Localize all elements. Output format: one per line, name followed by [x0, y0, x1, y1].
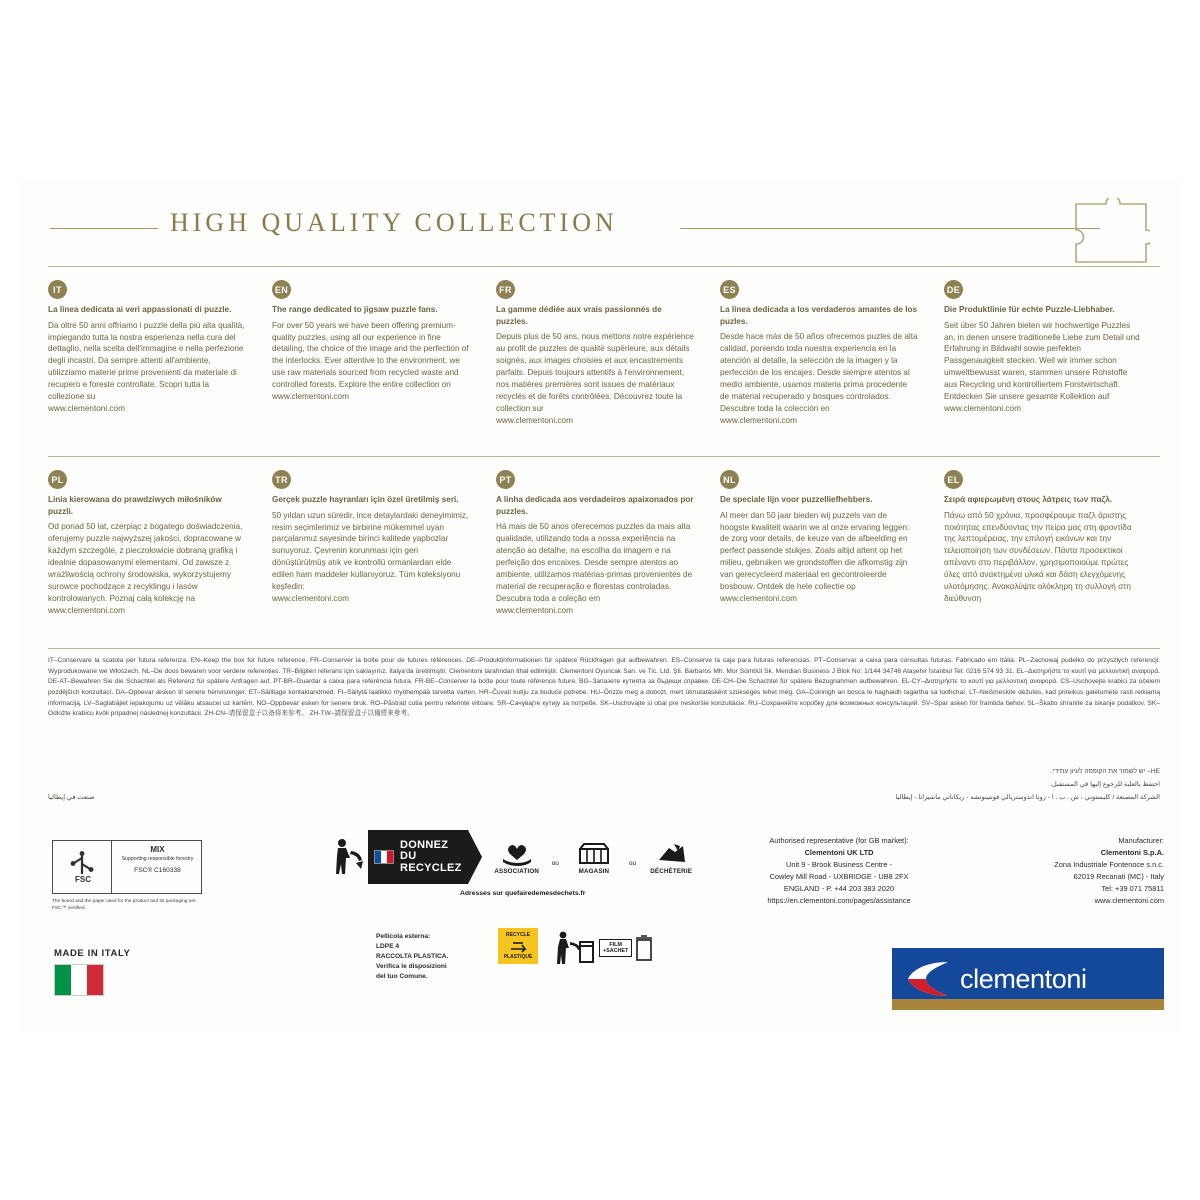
triman-bar [328, 830, 693, 884]
fsc-tree-icon [65, 850, 99, 884]
triman-person-icon [328, 830, 368, 884]
row-divider [48, 456, 1160, 457]
language-headline: La linea dedicata ai veri appassionati di puzzle. [48, 305, 232, 314]
triman-option-label: ASSOCIATION [494, 867, 540, 875]
film-sachet-group [552, 928, 653, 968]
recycle-badge-label-top: RECYCLE [506, 932, 530, 938]
film-label-line-2: +SACHET [603, 948, 629, 954]
language-block-en [272, 280, 470, 403]
film-sachet-label [599, 939, 632, 958]
trash-bin-icon [635, 934, 653, 962]
language-block-nl [720, 470, 918, 605]
auth-line-5: ENGLAND - P. +44 203 383 2020 [783, 883, 895, 893]
fsc-sub-label: Supporting responsible forestry [121, 856, 194, 862]
store-icon [563, 840, 625, 866]
triman-recycling-block [328, 830, 693, 897]
language-headline: La linea dedicada a los verdaderos amantes de los puzles. [720, 305, 918, 326]
manufacturer-line-3: Zona Industriale Fontenoce s.n.c. [1054, 859, 1164, 869]
language-badge: PL [48, 470, 67, 489]
language-block-es [720, 280, 918, 426]
fineprint-rtl-line-ar-1: احتفظ بالعلبة للرجوع إليها في المستقبل. [1050, 781, 1160, 789]
language-link[interactable]: www.clementoni.com [496, 415, 573, 425]
language-link[interactable]: www.clementoni.com [496, 605, 573, 615]
language-link[interactable]: www.clementoni.com [272, 391, 349, 401]
film-note-line-3: RACCOLTA PLASTICA. [376, 952, 449, 960]
header-rule-right [680, 228, 1100, 229]
fsc-mix-label: MIX [150, 845, 165, 854]
row-divider [48, 266, 1160, 267]
triman-title-panel [368, 830, 468, 884]
language-body: Od ponad 50 lat, czerpiąc z bogatego doświadczenia, oferujemy puzzle najwyższej jakości, dopracowane w każdym szczególe, z pieczołowicie dobraną grafiką i idealnie dopasowanymi elementami. Od zawsze z wrażliwością ochrony środowiska, wykorzystujemy surowce pochodzące z recyklingu i lasów kontrolowanych. Poznaj całą kolekcję na [48, 522, 243, 603]
authorised-representative [710, 835, 968, 907]
film-note-line-2: LDPE 4 [376, 942, 400, 950]
language-block-tr [272, 470, 470, 605]
manufacturer-company: Clementoni S.p.A. [1100, 847, 1164, 857]
language-headline: The range dedicated to jigsaw puzzle fans. [272, 305, 438, 314]
packaging-film-note [376, 932, 496, 981]
page-title: HIGH QUALITY COLLECTION [170, 208, 618, 237]
triman-arrow [468, 830, 482, 884]
triman-title-line-1: DONNEZ [400, 838, 449, 851]
italian-flag-icon [54, 964, 104, 996]
fineprint-multilingual: IT–Conservare la scatola per futura referenza. EN–Keep the box for future reference. FR–Conserver la boîte pour de futures références. DE–Produktinformationen für spätere Rückfragen gut aufbewahren. ES–Conserve la caja para futuras referencias. PT–Conservar a caixa para consultas futuras. Fabricado em Itália. PL–Zachowaj pudełko do przyszłych referencji. Wyprodukowane we Włoszech. NL–De doos bewaren voor verdere referenties. TR–Bilgileri referans için saklayınız. İtalya'da üretilmiştir. Clementoni tarafından ithal edilmiştir. Clementoni Oyuncak San. ve Tic. Ltd. Şti. Barbaros Mh. Mor Sümbül Sk. Meridian Business J Blok No: 1/144 34746 Ataşehir İstanbul Tel: 0216 574 93 31. EL–Διατηρήστε το κουτί για μελλοντική αναφορά. DE-AT–Bewahren Sie die Schachtel als Referenz für spätere Anfragen auf. PT-BR–Guardar a caixa para referência futura. FR-BE–Conserver la boîte pour toute référence future. BG–Запазете кутията за бъдещи справки. DE-CH–Die Schachtel für spätere Bezugnahmen aufbewahren. EL-CY–Διατηρήστε το κουτί για μελλοντική αναφορά. CS–Uschovejte krabici za účelem pozdějších konzultací. DA–Opbevar æsken til senere henvisninger. ET–Säilitage kontaktandmed. FI–Säilytä laatikko myöhempää tarvetta varten. HR–Čuvati kutiju za buduće potrebe. HU–Őrizze meg a dobozt, mert útmutatásként szükséges lehet még. GA–Coinnigh an bosca le haghaidh tagartha sa todhchaí. LT–Neišmeskite dėžutės, kad prireikus galėtumėte rasti reikiamą informaciją. LV–Saglabājiet iepakojumu uz vēlāku atsaucei uz kartēm. NO–Oppbevar esken for senere bruk. RO–Păstrați cutia pentru referințe viitoare. SR–Сачувајте кутију за потребе. SK–Uschovajte si obal pre neskoršie konzultácie. RU–Сохраняйте коробку для возможных консультаций. SV–Spar asken för framtida behov. SL–Škatlo shranite za iskanje podatkov. SK–Odložte krabicu kvôli prípadnej následnej konzultácii. ZH-CN–请保留盒子以备将来参考。 ZH-TW–請保留盒子以備將來參考。 [48, 657, 1160, 718]
film-note-line-1: Pellicola esterna: [376, 933, 431, 940]
language-body: Desde hace más de 50 años ofrecemos puzles de alta calidad, poniendo toda nuestra experiencia en la atención al detalle, la selección de la imagen y la perfección de los encajes. Desde siempre atentos al medio ambiente, usamos materia prima procedente de material recuperado y bosques controlados. Descubre toda la colección en [720, 332, 918, 413]
fsc-logo [53, 841, 112, 893]
language-badge: TR [272, 470, 291, 489]
made-in-italy [54, 948, 130, 996]
language-headline: La gamme dédiée aux vrais passionnés de puzzles. [496, 305, 662, 326]
triman-separator-2: ou [628, 859, 637, 867]
recycle-badge-label-bottom: PLASTIQUE [503, 954, 533, 960]
language-body: Seit über 50 Jahren bieten wir hochwertige Puzzles an, in denen unsere traditionelle Liebe zum Detail und Erfahrung in Bildwahl sowie perfekten Passgenauigkeit stecken. Weil wir immer schon umweltbewusst waren, stammen unsere Rohstoffe aus Recycling und kontrolliertem Forstwirtschaft. Entdecken Sie unsere gesamte Kollektion auf [944, 320, 1140, 401]
language-link[interactable]: www.clementoni.com [48, 403, 125, 413]
svg-text:FSC: FSC [75, 875, 91, 884]
language-body: For over 50 years we have been offering premium-quality puzzles, using all our experience in fine detailing, the choice of the image and the perfection of the interlocks. Ever attentive to the environment, we use raw materials sourced from recycled waste and controlled forests. Explore the entire collection on [272, 320, 469, 390]
language-headline: Die Produktlinie für echte Puzzle-Liebhaber. [944, 305, 1115, 314]
auth-company: Clementoni UK LTD [804, 847, 874, 857]
language-block-it [48, 280, 246, 415]
language-link[interactable]: www.clementoni.com [48, 605, 125, 615]
auth-line-4: Cowley Mill Road - UXBRIDGE - UB8 2FX [769, 871, 909, 881]
film-note-line-5: del tuo Comune. [376, 972, 428, 980]
fineprint-rtl-line-ar-2: الشركة المصنعة / كليمنتوني ، ش . ب . ا - زونا اندوستريالي فونتينوتشه - ريكاناتي ماشيراتا - إيطاليا [895, 794, 1160, 802]
triman-options [482, 830, 702, 884]
triman-address: Adresses sur quefairedemesdechets.fr [460, 890, 586, 897]
triman-option-decheterie [640, 840, 702, 875]
language-headline: De speciale lijn voor puzzelliefhebbers. [720, 495, 873, 504]
triman-option-magasin [563, 840, 625, 875]
language-block-fr [496, 280, 694, 426]
manufacturer-line-1: Manufacturer: [1118, 836, 1164, 845]
language-badge: ES [720, 280, 739, 299]
language-body: Al meer dan 50 jaar bieden wij puzzels van de hoogste kwaliteit waarin we al onze ervaring leggen: de zorg voor details, de keuze van de afbeelding en perfect passende stukjes. Zoals altijd attent op het milieu, gebruiken we grondstoffen die afkomstig zijn van gerecycleerd materiaal en gecontroleerde bosbouw. Ontdek de hele collectie op [720, 510, 910, 591]
film-label-line-1: FILM [609, 941, 622, 948]
logo-gold-bar [892, 999, 1164, 1010]
fineprint-divider [48, 648, 1160, 649]
language-badge: FR [496, 280, 515, 299]
language-block-pt [496, 470, 694, 616]
triman-option-label: DÉCHÈTERIE [650, 867, 693, 875]
fsc-box [52, 840, 202, 894]
fineprint-rtl-line-he: HE– יש לשמור את הקופסה לעיון עתידי. [1050, 768, 1160, 775]
language-blocks [48, 266, 1160, 646]
puzzle-piece-icon [1072, 198, 1150, 268]
header [50, 208, 1150, 252]
auth-line-3: Unit 9 - Brook Business Centre - [786, 859, 892, 869]
language-body: Há mais de 50 anos oferecemos puzzles da mais alta qualidade, utilizando toda a nossa experiência na atenção ao detalhe, na escolha da imagem e na perfeição dos encaixes. Desde sempre atentos ao ambiente, utilizamos matérias-primas provenientes de material de recuperação e florestas controladas. Descubra toda a coleção em [496, 522, 693, 603]
made-in-label: MADE IN ITALY [54, 948, 131, 959]
fsc-note: The board and the paper used for the product and its packaging are FSC™ certified. [52, 899, 196, 911]
triman-option-association [486, 840, 548, 875]
manufacturer-info [986, 835, 1164, 907]
language-body: Depuis plus de 50 ans, nous mettons notre expérience au profit de puzzles de qualité supérieure, aux détails soignés, aux images choisies et aux encastrements parfaits. Depuis toujours attentifs à l'environnement, nos matières premières sont issues de matériaux recyclés et de forêts contrôlées. Découvrez toute la collection sur [496, 332, 694, 413]
language-row-2 [48, 456, 1160, 646]
manufacturer-line-4: 62019 Recanati (MC) - Italy [1073, 871, 1164, 881]
language-headline: Linia kierowana do prawdziwych miłośników puzzli. [48, 495, 222, 516]
hand-heart-icon [486, 840, 548, 866]
language-block-pl [48, 470, 246, 616]
language-body: Da oltre 50 anni offriamo i puzzle della più alta qualità, impiegando tutta la nostra esperienza nella cura del dettaglio, nella scelta dell'immagine e nella perfezione degli incastri. Da sempre attenti all'ambiente, utilizziamo materie prime provenienti da materiale di recupero e foreste controllate. Scopri tutta la collezione su [48, 320, 245, 401]
language-row-1 [48, 266, 1160, 456]
header-rule-left [50, 228, 158, 229]
language-badge: DE [944, 280, 963, 299]
film-note-line-4: Verifica le disposizioni [376, 962, 447, 970]
clementoni-swirl-icon [904, 958, 954, 1000]
language-badge: EL [944, 470, 963, 489]
language-link[interactable]: www.clementoni.com [944, 403, 1021, 413]
fineprint-rtl [48, 766, 1160, 806]
bin-person-icon [552, 928, 596, 968]
triman-title [400, 840, 462, 875]
language-block-de [944, 280, 1142, 415]
info-sheet [20, 180, 1180, 1030]
language-headline: Gerçek puzzle hayranları için özel üretilmiş seri. [272, 495, 459, 504]
language-badge: EN [272, 280, 291, 299]
fsc-certification [52, 840, 204, 913]
language-headline: A linha dedicada aos verdadeiros apaixonados por puzzles. [496, 495, 694, 516]
language-badge: NL [720, 470, 739, 489]
language-body: Πάνω από 50 χρόνια, προσφέρουμε παζλ άριστης ποιότητας επενδύοντας την πείρα μας στη φροντίδα της λεπτομέρειας, την επιλογή εικόνων και την τελειοποίηση των συνδέσεων. Πάντα προσεκτικοί απέναντι στο περιβάλλον, χρησιμοποιούμε πρώτες ύλες από ανακτημένα υλικά και δάση ελεγχόμενης υλοτόμησης. Ανακαλύψτε ολόκληρη τη συλλογή στη διεύθυνση [944, 510, 1132, 603]
triman-title-line-2: DU [400, 850, 417, 863]
recycle-plastic-badge [498, 928, 538, 964]
fineprint-rtl-line-ar-3: صنعت في إيطاليا [48, 794, 95, 802]
language-headline: Σειρά αφιερωμένη στους λάτρεις των παζλ. [944, 495, 1113, 504]
auth-line-1: Authorised representative (for GB market): [769, 836, 909, 845]
waste-center-icon [640, 840, 702, 866]
manufacturer-website[interactable]: www.clementoni.com [1094, 895, 1164, 905]
language-link[interactable]: www.clementoni.com [720, 593, 797, 603]
language-badge: IT [48, 280, 67, 299]
manufacturer-line-5: Tel: +39 071 75811 [1101, 883, 1164, 893]
recycle-badges [498, 928, 653, 968]
auth-support-url[interactable]: https://en.clementoni.com/pages/assistance [767, 895, 911, 905]
language-link[interactable]: www.clementoni.com [272, 593, 349, 603]
brand-name: clementoni [960, 963, 1087, 994]
fsc-text [112, 841, 201, 893]
triman-separator-1: ou [551, 859, 559, 867]
language-block-el [944, 470, 1142, 605]
language-body: 50 yıldan uzun süredir, ince detaylardaki deneyimimiz, resim seçimlerimiz ve birbirine mükemmel uyan parçalarımız sayesinde birinci kalitede yapbozlar sunuyoruz. Çevrenin korunması için geri dönüştürülmüş atık ve kontrollü ormanlardan elde edilen ham maddeler kullanıyoruz. Tüm koleksiyonu keşfedin: [272, 510, 469, 591]
french-flag-icon [374, 850, 394, 864]
triman-title-line-3: RECYCLEZ [400, 861, 462, 874]
recycle-arrows-icon [507, 939, 529, 953]
language-badge: PT [496, 470, 515, 489]
fsc-code: FSC® C160338 [134, 866, 181, 874]
language-link[interactable]: www.clementoni.com [720, 415, 797, 425]
triman-option-label: MAGASIN [578, 867, 610, 875]
clementoni-logo [892, 948, 1164, 1010]
